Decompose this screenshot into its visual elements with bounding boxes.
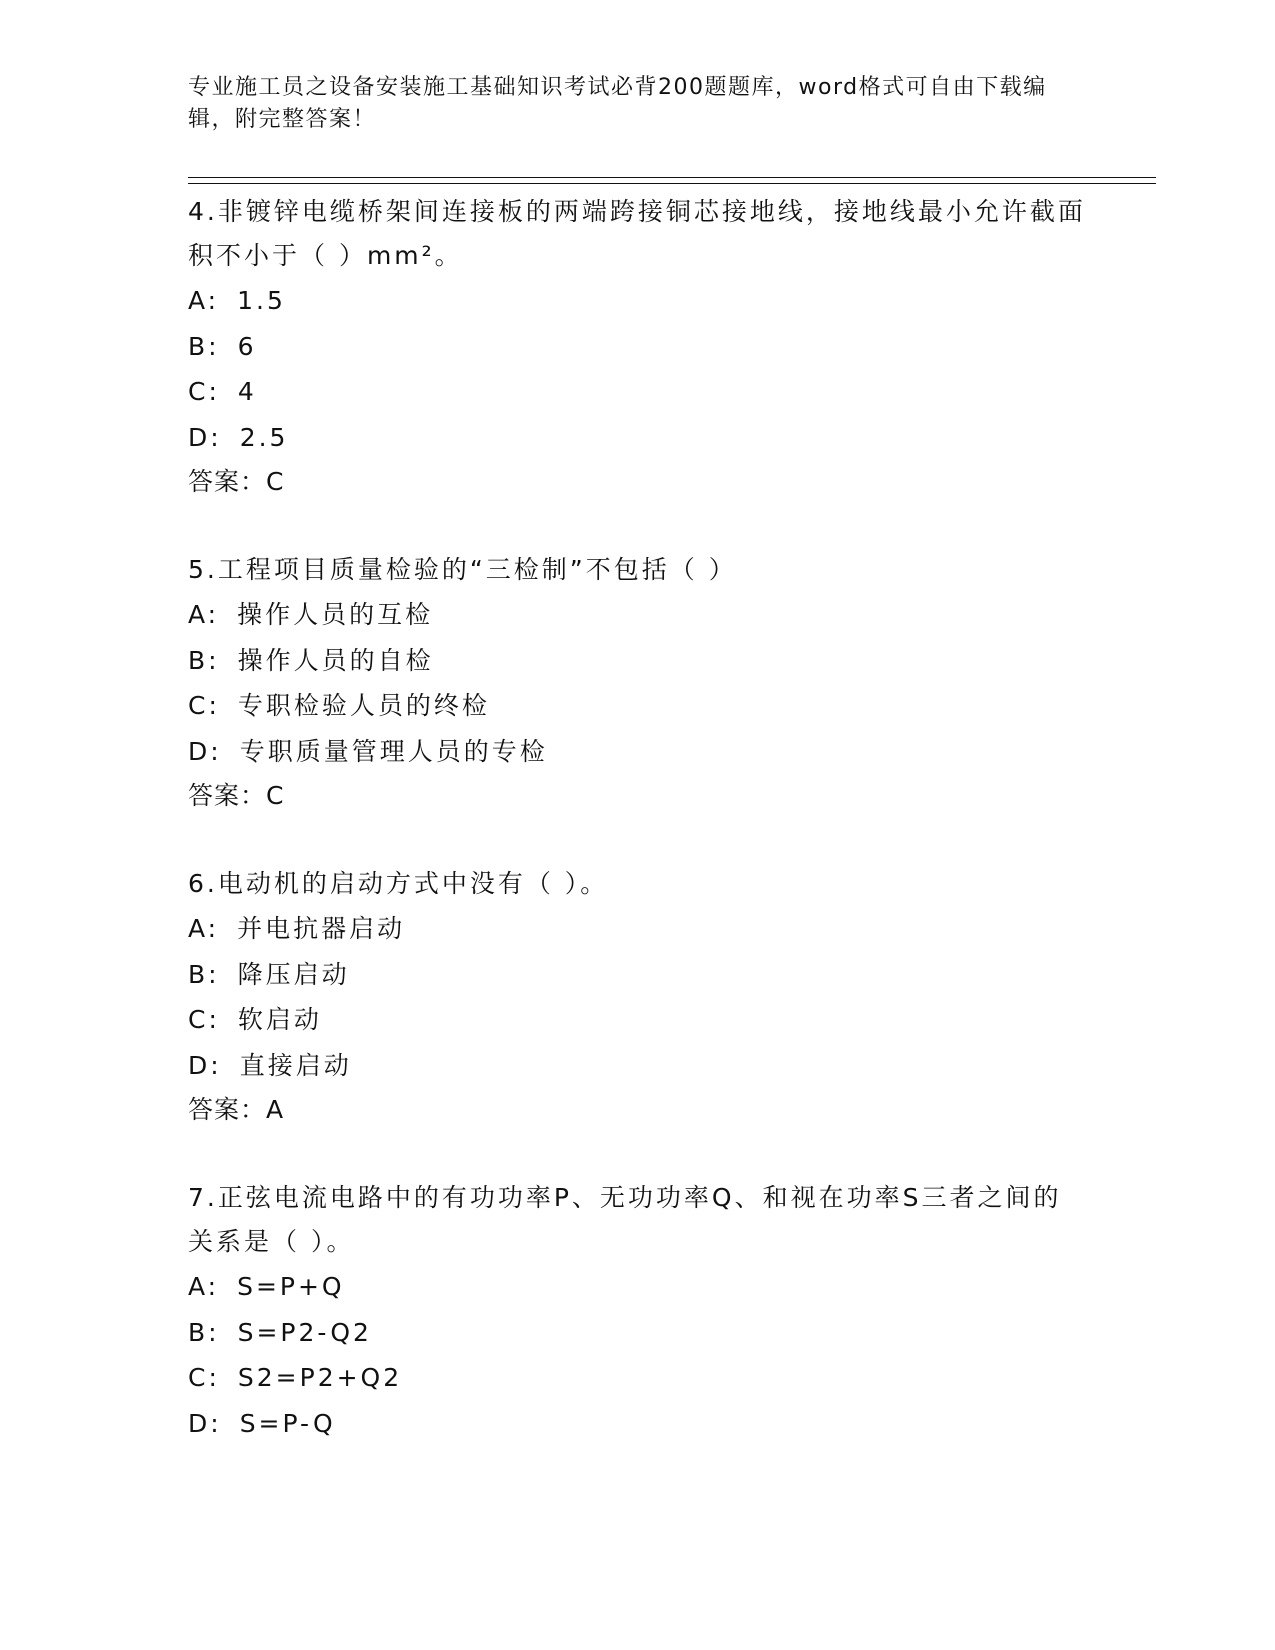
option-letter: A: xyxy=(188,1272,220,1301)
question-stem: 5.工程项目质量检验的“三检制”不包括（ ） xyxy=(188,555,737,584)
option-text: 软启动 xyxy=(237,1005,322,1034)
option-c xyxy=(188,369,1088,415)
option-text: S2=P2+Q2 xyxy=(237,1363,403,1392)
option-letter: B: xyxy=(188,645,220,675)
document-header: 专业施工员之设备安装施工基础知识考试必背200题题库，word格式可自由下载编辑，附完整答案！ xyxy=(188,75,1047,132)
question-stem: 4.非镀锌电缆桥架间连接板的两端跨接铜芯接地线，接地线最小允许截面积不小于（ ）mm²。 xyxy=(188,197,1086,270)
option-letter: D: xyxy=(188,736,222,766)
option-c xyxy=(188,1355,1088,1401)
question-5 xyxy=(188,548,1088,818)
question-stem: 6.电动机的启动方式中没有（ ）。 xyxy=(188,869,609,898)
option-c xyxy=(188,683,1088,729)
answer-line: 答案：A xyxy=(188,1095,285,1124)
option-letter: B: xyxy=(188,1317,220,1347)
option-text: S=P-Q xyxy=(239,1408,336,1438)
option-b xyxy=(188,324,1088,370)
option-letter: A: xyxy=(188,914,220,943)
option-a xyxy=(188,278,1088,324)
question-stem: 7.正弦电流电路中的有功功率P、无功功率Q、和视在功率S三者之间的关系是（ ）。 xyxy=(188,1183,1062,1256)
option-letter: A: xyxy=(188,286,220,315)
option-letter: C: xyxy=(188,691,220,720)
question-6 xyxy=(188,862,1088,1132)
answer-line: 答案：C xyxy=(188,467,285,496)
option-text: 降压启动 xyxy=(237,959,350,989)
option-d xyxy=(188,1043,1088,1089)
option-text: 6 xyxy=(237,331,257,361)
option-d xyxy=(188,1401,1088,1447)
option-letter: C: xyxy=(188,377,220,406)
header-rule-top xyxy=(188,177,1156,178)
option-b xyxy=(188,1310,1088,1356)
option-letter: D: xyxy=(188,1050,222,1080)
option-text: 2.5 xyxy=(239,422,289,452)
option-letter: C: xyxy=(188,1005,220,1034)
option-text: 专职检验人员的终检 xyxy=(237,691,490,720)
option-letter: D: xyxy=(188,422,222,452)
option-d xyxy=(188,729,1088,775)
option-a xyxy=(188,1264,1088,1310)
option-text: S=P+Q xyxy=(237,1272,345,1301)
option-a xyxy=(188,906,1088,952)
option-text: 操作人员的自检 xyxy=(237,645,434,675)
option-text: S=P2-Q2 xyxy=(237,1317,372,1347)
option-letter: B: xyxy=(188,959,220,989)
question-7 xyxy=(188,1176,1088,1446)
question-4 xyxy=(188,190,1088,504)
answer-line: 答案：C xyxy=(188,781,285,810)
option-b xyxy=(188,638,1088,684)
header-rule-bottom xyxy=(188,183,1156,184)
option-letter: A: xyxy=(188,600,220,629)
option-a xyxy=(188,592,1088,638)
option-text: 1.5 xyxy=(237,286,286,315)
option-letter: D: xyxy=(188,1408,222,1438)
option-b xyxy=(188,952,1088,998)
question-list xyxy=(188,190,1088,1446)
option-letter: B: xyxy=(188,331,220,361)
option-text: 4 xyxy=(237,377,257,406)
option-text: 直接启动 xyxy=(239,1050,352,1080)
option-letter: C: xyxy=(188,1363,220,1392)
option-d xyxy=(188,415,1088,461)
option-text: 专职质量管理人员的专检 xyxy=(239,736,548,766)
option-text: 操作人员的互检 xyxy=(237,600,434,629)
option-c xyxy=(188,997,1088,1043)
option-text: 并电抗器启动 xyxy=(237,914,406,943)
